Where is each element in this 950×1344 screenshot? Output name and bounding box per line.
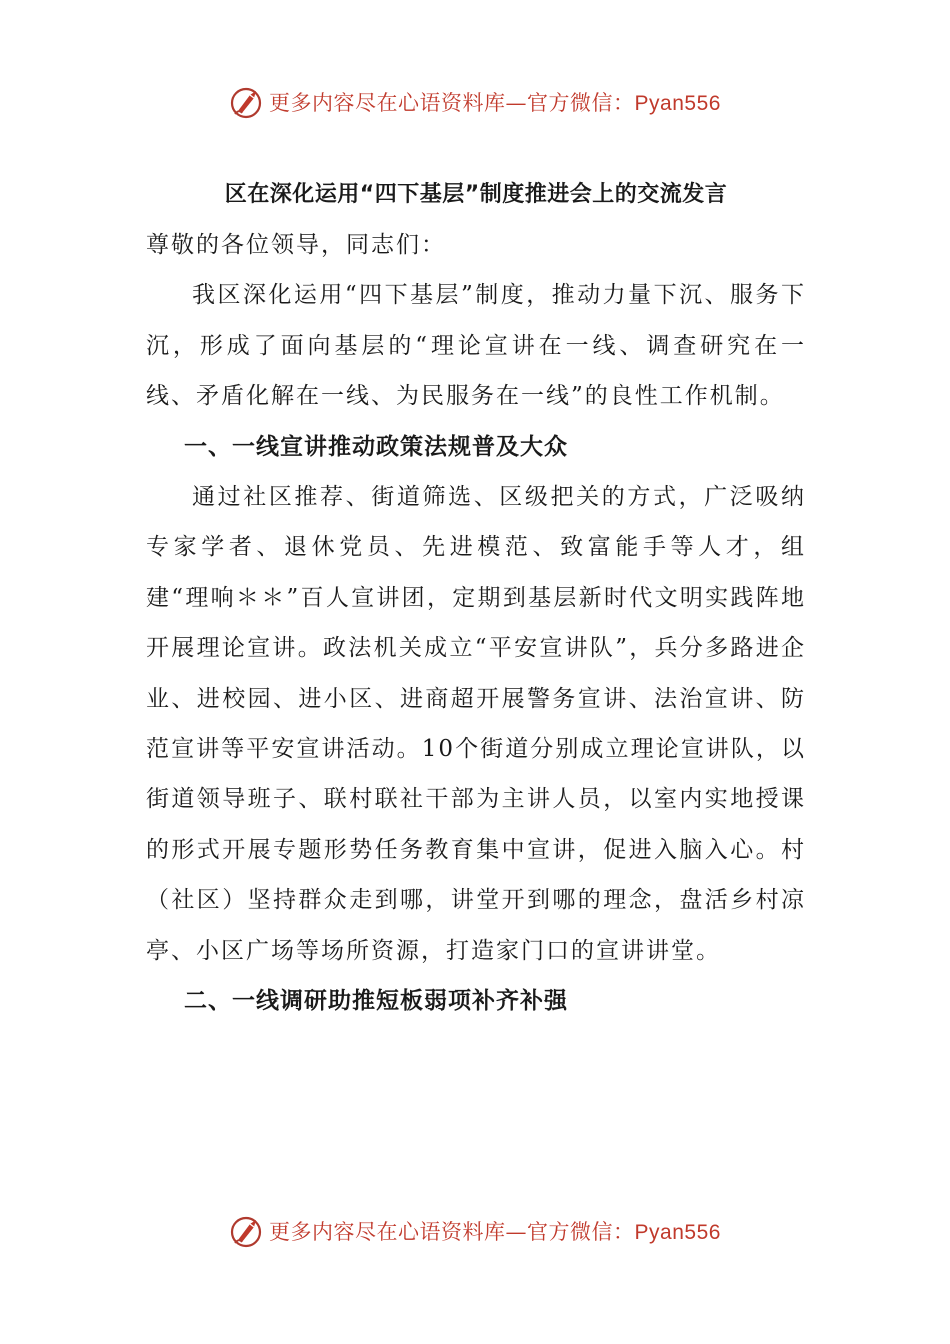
watermark-text-cn: 更多内容尽在心语资料库—官方微信：: [269, 91, 635, 115]
watermark-text: [269, 1216, 721, 1246]
watermark-wechat-id: Pyan556: [634, 92, 721, 115]
salutation: 尊敬的各位领导，同志们：: [146, 232, 446, 258]
section-heading-2: 二、一线调研助推短板弱项补齐补强: [184, 988, 568, 1015]
page-title: 区在深化运用“四下基层”制度推进会上的交流发言: [224, 182, 728, 207]
watermark-banner-bottom: [0, 1211, 950, 1251]
intro-paragraph: 我区深化运用“四下基层”制度，推动力量下沉、服务下沉，形成了面向基层的“理论宣讲在一线、调查研究在一线、矛盾化解在一线、为民服务在一线”的良性工作机制。: [146, 282, 806, 410]
section-heading-1: 一、一线宣讲推动政策法规普及大众: [184, 433, 568, 460]
pen-nib-logo-icon: [229, 1213, 265, 1249]
watermark-text: [269, 87, 721, 117]
pen-nib-logo-icon: [229, 84, 265, 120]
watermark-banner-top: [0, 82, 950, 122]
watermark-wechat-id: Pyan556: [634, 1221, 721, 1244]
document-body: [146, 172, 806, 1027]
section-paragraph-1: 通过社区推荐、街道筛选、区级把关的方式，广泛吸纳专家学者、退休党员、先进模范、致富能手等人才，组建“理响＊＊”百人宣讲团，定期到基层新时代文明实践阵地开展理论宣讲。政法机关成立“平安宣讲队”，兵分多路进企业、进校园、进小区、进商超开展警务宣讲、法治宣讲、防范宣讲等平安宣讲活动。10个街道分别成立理论宣讲队，以街道领导班子、联村联社干部为主讲人员，以室内实地授课的形式开展专题形势任务教育集中宣讲，促进入脑入心。村（社区）坚持群众走到哪，讲堂开到哪的理念，盘活乡村凉亭、小区广场等场所资源，打造家门口的宣讲讲堂。: [146, 484, 806, 964]
watermark-text-cn: 更多内容尽在心语资料库—官方微信：: [269, 1220, 635, 1244]
